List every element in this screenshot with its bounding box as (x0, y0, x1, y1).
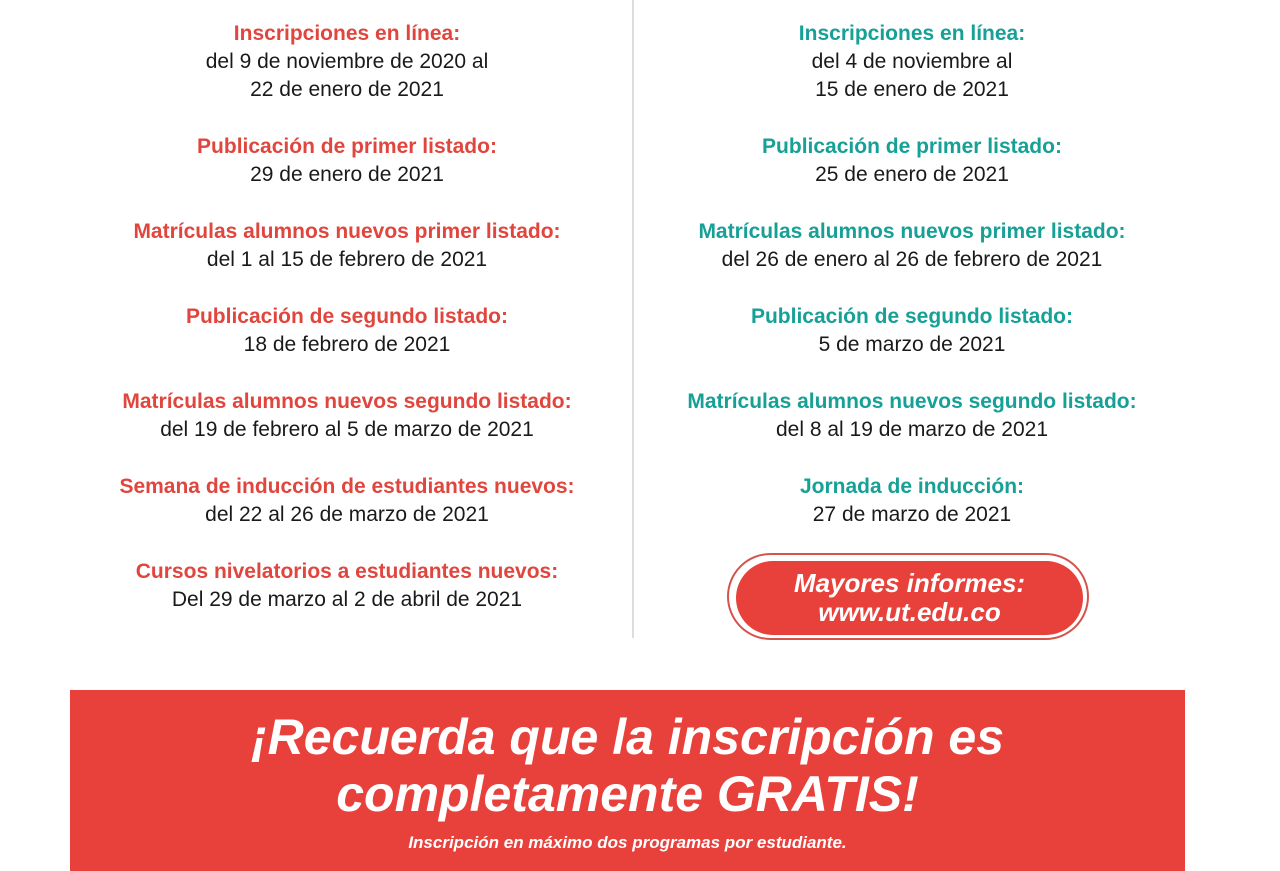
schedule-item-label: Matrículas alumnos nuevos segundo listado: (687, 390, 1137, 413)
schedule-item (67, 473, 627, 558)
schedule-item (632, 303, 1192, 388)
banner-headline-line1: ¡Recuerda que la inscripción es (250, 709, 1005, 765)
schedule-item (632, 473, 1192, 558)
schedule-item-label: Inscripciones en línea: (798, 22, 1026, 45)
schedule-item-date: del 8 al 19 de marzo de 2021 (775, 418, 1049, 441)
schedule-item-label: Matrículas alumnos nuevos primer listado: (133, 220, 561, 243)
schedule-item-label: Publicación de primer listado: (762, 135, 1062, 158)
right-schedule-column (632, 20, 1192, 558)
left-schedule-column (67, 20, 627, 643)
schedule-item (67, 133, 627, 218)
schedule-item-date: 29 de enero de 2021 (250, 163, 444, 186)
schedule-item-date: del 26 de enero al 26 de febrero de 2021 (721, 248, 1103, 271)
schedule-item-date: Del 29 de marzo al 2 de abril de 2021 (171, 588, 523, 611)
banner-headline-line2: completamente GRATIS! (336, 766, 919, 822)
schedule-item-label: Publicación de segundo listado: (750, 305, 1074, 328)
schedule-item (67, 303, 627, 388)
schedule-item-label: Inscripciones en línea: (233, 22, 461, 45)
schedule-item (67, 558, 627, 643)
schedule-item-date: 22 de enero de 2021 (250, 78, 444, 101)
schedule-item-date: 15 de enero de 2021 (815, 78, 1009, 101)
schedule-item-label: Semana de inducción de estudiantes nuevos: (119, 475, 575, 498)
schedule-item-date: del 1 al 15 de febrero de 2021 (206, 248, 488, 271)
schedule-item (67, 20, 627, 133)
schedule-item-label: Cursos nivelatorios a estudiantes nuevos: (135, 560, 559, 583)
free-registration-banner (70, 690, 1185, 871)
schedule-item-date: del 4 de noviembre al (811, 50, 1013, 73)
schedule-item-date: del 22 al 26 de marzo de 2021 (205, 503, 489, 526)
schedule-item (632, 388, 1192, 473)
schedule-item-date: 27 de marzo de 2021 (812, 503, 1012, 526)
schedule-item-date: 5 de marzo de 2021 (818, 333, 1006, 356)
schedule-item-label: Publicación de primer listado: (197, 135, 497, 158)
more-info-button[interactable] (736, 561, 1083, 635)
schedule-item-date: 18 de febrero de 2021 (243, 333, 451, 356)
banner-note: Inscripción en máximo dos programas por estudiante. (408, 833, 847, 852)
schedule-item (67, 218, 627, 303)
more-info-label: Mayores informes: (793, 568, 1026, 598)
schedule-item-date: del 19 de febrero al 5 de marzo de 2021 (160, 418, 534, 441)
schedule-item-label: Matrículas alumnos nuevos segundo listado: (122, 390, 572, 413)
schedule-item-label: Publicación de segundo listado: (185, 305, 509, 328)
schedule-item (632, 218, 1192, 303)
schedule-item-date: del 9 de noviembre de 2020 al (205, 50, 489, 73)
website-link[interactable]: www.ut.edu.co (818, 597, 1001, 627)
schedule-item (632, 133, 1192, 218)
schedule-item-label: Jornada de inducción: (799, 475, 1025, 498)
schedule-item (632, 20, 1192, 133)
schedule-item-label: Matrículas alumnos nuevos primer listado: (698, 220, 1126, 243)
schedule-item-date: 25 de enero de 2021 (815, 163, 1009, 186)
schedule-item (67, 388, 627, 473)
